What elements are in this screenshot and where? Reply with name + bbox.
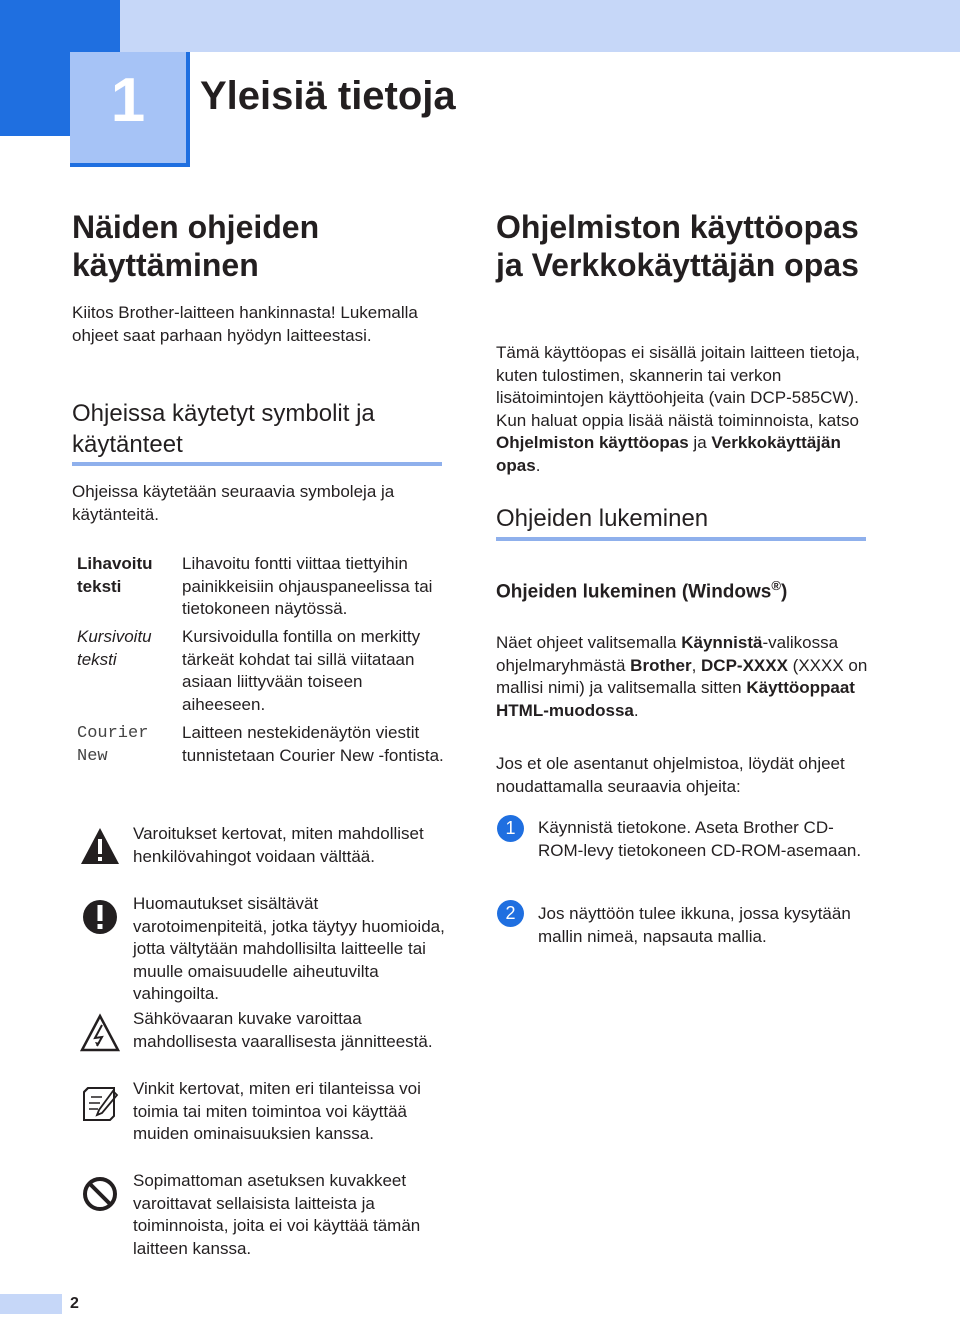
symbols-intro-paragraph: Ohjeissa käytetään seuraavia symboleja ja käytänteitä. <box>72 482 395 524</box>
convention-term-courier: Courier New <box>77 724 149 766</box>
section-heading-software-guide: Ohjelmiston käyttöopas ja Verkkokäyttäjän opas <box>496 209 859 283</box>
link-software-users-guide: Ohjelmiston käyttöopas <box>496 433 689 452</box>
chapter-number-box <box>70 52 190 167</box>
subsection-heading-symbols: Ohjeissa käytetyt symbolit ja käytänteet <box>72 400 375 458</box>
step-number-2: 2 <box>497 900 524 927</box>
convention-desc-bold: Lihavoitu fontti viittaa tiettyihin painikkeisiin ohjauspaneelissa tai tietokoneen näytössä. <box>182 554 433 618</box>
prohibited-icon <box>80 1174 120 1214</box>
step-number-1: 1 <box>497 815 524 842</box>
warning-triangle-icon <box>80 826 120 866</box>
important-exclamation-icon <box>80 897 120 937</box>
header-band-light <box>120 0 960 52</box>
heading-rule <box>496 537 866 541</box>
section-heading-using-guide: Näiden ohjeiden käyttäminen <box>72 209 320 283</box>
symbol-text-important: Huomautukset sisältävät varotoimenpiteitä, jotka täytyy huomioida, jotta vältytään mahdollisilta laitteelle tai muulle omaisuudelle aiheutuvilta vahingoilta. <box>133 894 445 1003</box>
heading-rule <box>72 462 442 466</box>
viewing-instructions-paragraph: Näet ohjeet valitsemalla Käynnistä-valikossa ohjelmaryhmästä Brother, DCP-XXXX (XXXX on mallisi nimi) ja valitsemalla sitten Käyttöoppaat HTML-muodossa. <box>496 633 868 720</box>
symbol-text-warning: Varoitukset kertovat, miten mahdolliset henkilövahingot voidaan välttää. <box>133 824 424 866</box>
software-guide-paragraph: Tämä käyttöopas ei sisällä joitain laitteen tietoja, kuten tulostimen, skannerin tai verkon lisätoimintojen käyttöohjeita (vain DCP-585CW). Kun haluat oppia lisää näistä toiminnoista, katso Ohjelmiston käyttöopas ja Verkkokäyttäjän opas. <box>496 343 860 475</box>
symbol-text-prohibited: Sopimattoman asetuksen kuvakkeet varoittavat sellaisista laitteista ja toiminnoista, joita ei voi käyttää tämän laitteen kanssa. <box>133 1171 421 1258</box>
no-software-paragraph: Jos et ole asentanut ohjelmistoa, löydät ohjeet noudattamalla seuraavia ohjeita: <box>496 754 845 796</box>
subheading-viewing-windows: Ohjeiden lukeminen (Windows®) <box>496 578 788 603</box>
symbol-text-note: Vinkit kertovat, miten eri tilanteissa voi toimia tai miten toimintoa voi käyttää muiden ominaisuuksien kanssa. <box>133 1079 421 1143</box>
intro-paragraph: Kiitos Brother-laitteen hankinnasta! Lukemalla ohjeet saat parhaan hyödyn laitteestasi. <box>72 303 418 345</box>
electrical-hazard-icon <box>80 1013 120 1053</box>
header-band-dark <box>0 0 120 52</box>
symbol-text-electrical: Sähkövaaran kuvake varoittaa mahdollisesta vaarallisesta jännitteestä. <box>133 1009 433 1051</box>
chapter-title: Yleisiä tietoja <box>200 74 456 118</box>
chapter-number: 1 <box>110 66 146 135</box>
step-text-1: Käynnistä tietokone. Aseta Brother CD-ROM-levy tietokoneen CD-ROM-asemaan. <box>538 818 862 860</box>
link-network-users-guide: Verkkokäyttäjän opas <box>496 433 841 475</box>
page-number: 2 <box>70 1295 79 1312</box>
footer-bar <box>0 1294 62 1314</box>
convention-desc-courier: Laitteen nestekidenäytön viestit tunnistetaan Courier New -fontista. <box>182 723 444 765</box>
convention-term-italic: Kursivoitu teksti <box>77 627 152 669</box>
convention-desc-italic: Kursivoidulla fontilla on merkitty tärkeät kohdat tai sillä viitataan asiaan liittyvään toiseen aiheeseen. <box>182 627 421 714</box>
convention-term-bold: Lihavoitu teksti <box>77 554 153 596</box>
header-side-block <box>0 52 70 136</box>
note-pencil-icon <box>80 1083 120 1123</box>
step-text-2: Jos näyttöön tulee ikkuna, jossa kysytään mallin nimeä, napsauta mallia. <box>538 904 851 946</box>
subsection-heading-viewing: Ohjeiden lukeminen <box>496 505 709 532</box>
